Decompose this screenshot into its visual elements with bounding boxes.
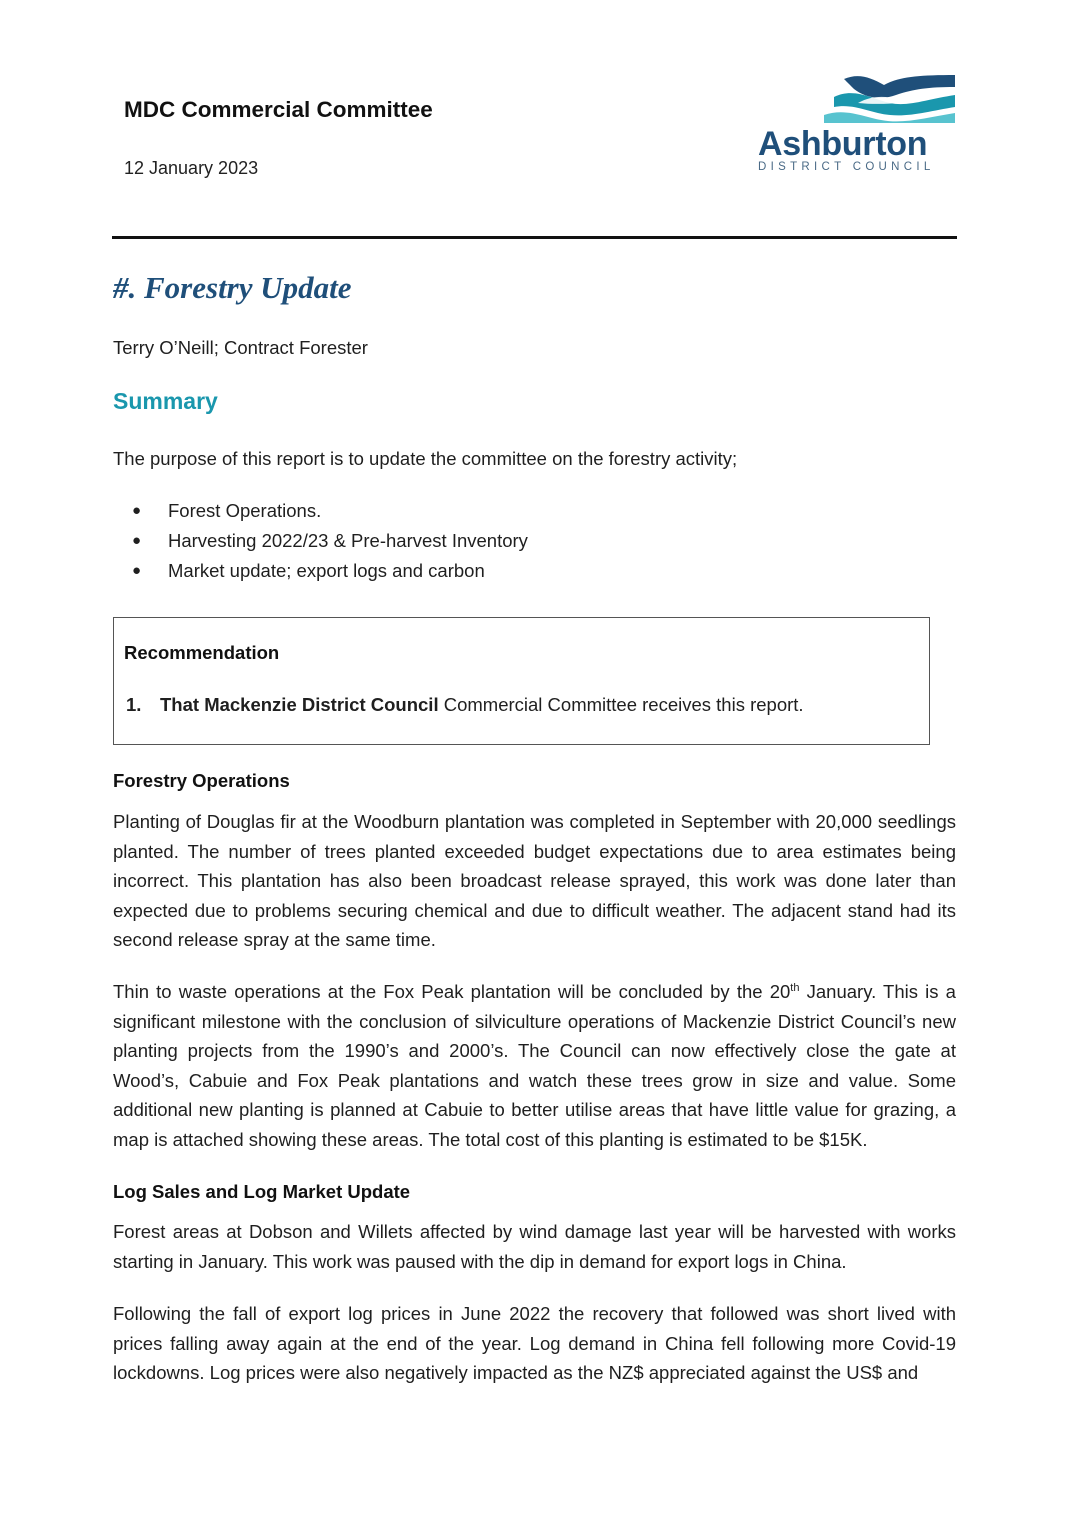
summary-heading: Summary [113,388,218,414]
committee-name: MDC Commercial Committee [124,97,433,122]
list-item: ● Forest Operations. [130,500,528,530]
forestry-operations-paragraph-2: Thin to waste operations at the Fox Peak plantation will be concluded by the 20th January. This is a significant milestone with the conclusion of silviculture operations of Mackenzie District Council’s new planting projects from the 1990’s and 2000’s. The Council can now effectively close the gate at Wood’s, Cabuie and Fox Peak plantations and watch these trees grow in size and value. Some additional new planting is planned at Cabuie to better utilise areas that have little value for grazing, a map is attached showing these areas. The total cost of this planting is estimated to be $15K. [113,981,956,1150]
summary-intro: The purpose of this report is to update the committee on the forestry activity; [113,448,738,469]
recommendation-text: Commercial Committee receives this report. [438,694,804,715]
meeting-date: 12 January 2023 [124,158,259,178]
header-divider [112,236,957,239]
recommendation-box [113,617,930,745]
forestry-operations-paragraph-1: Planting of Douglas fir at the Woodburn plantation was completed in September with 20,000 seedlings planted. The number of trees planted exceeded budget expectations due to area estimates being incorrect. This plantation has also been broadcast release sprayed, this work was done later than expected due to problems securing chemical and due to difficult weather. The adjacent stand had its second release spray at the same time. [113,811,956,950]
logo-subtitle: DISTRICT COUNCIL [758,161,935,173]
forestry-operations-heading: Forestry Operations [113,770,290,791]
summary-bullet-list [130,500,528,590]
recommendation-number: 1. [126,694,142,715]
council-logo [758,73,958,173]
bullet-icon: ● [132,532,142,549]
report-author: Terry O’Neill; Contract Forester [113,337,368,358]
bullet-icon: ● [132,502,142,519]
bullet-icon: ● [132,562,142,579]
log-sales-paragraph-2: Following the fall of export log prices in June 2022 the recovery that followed was short lived with prices falling away again at the end of the year. Log demand in China fell following more Covid-19 lockdowns. Log prices were also negatively impacted as the NZ$ appreciated against the US$ and [113,1303,956,1383]
recommendation-heading: Recommendation [124,642,280,663]
waves-icon [758,73,958,125]
recommendation-subject: That Mackenzie District Council [160,694,439,715]
recommendation-item [126,694,804,716]
log-sales-paragraph-1: Forest areas at Dobson and Willets affected by wind damage last year will be harvested with works starting in January. This work was paused with the dip in demand for export logs in China. [113,1221,956,1272]
report-title: #. Forestry Update [113,270,352,305]
log-sales-heading: Log Sales and Log Market Update [113,1181,411,1202]
list-item: ● Harvesting 2022/23 & Pre-harvest Inventory [130,530,528,560]
logo-wordmark: Ashburton [758,125,928,163]
list-item: ● Market update; export logs and carbon [130,560,528,590]
